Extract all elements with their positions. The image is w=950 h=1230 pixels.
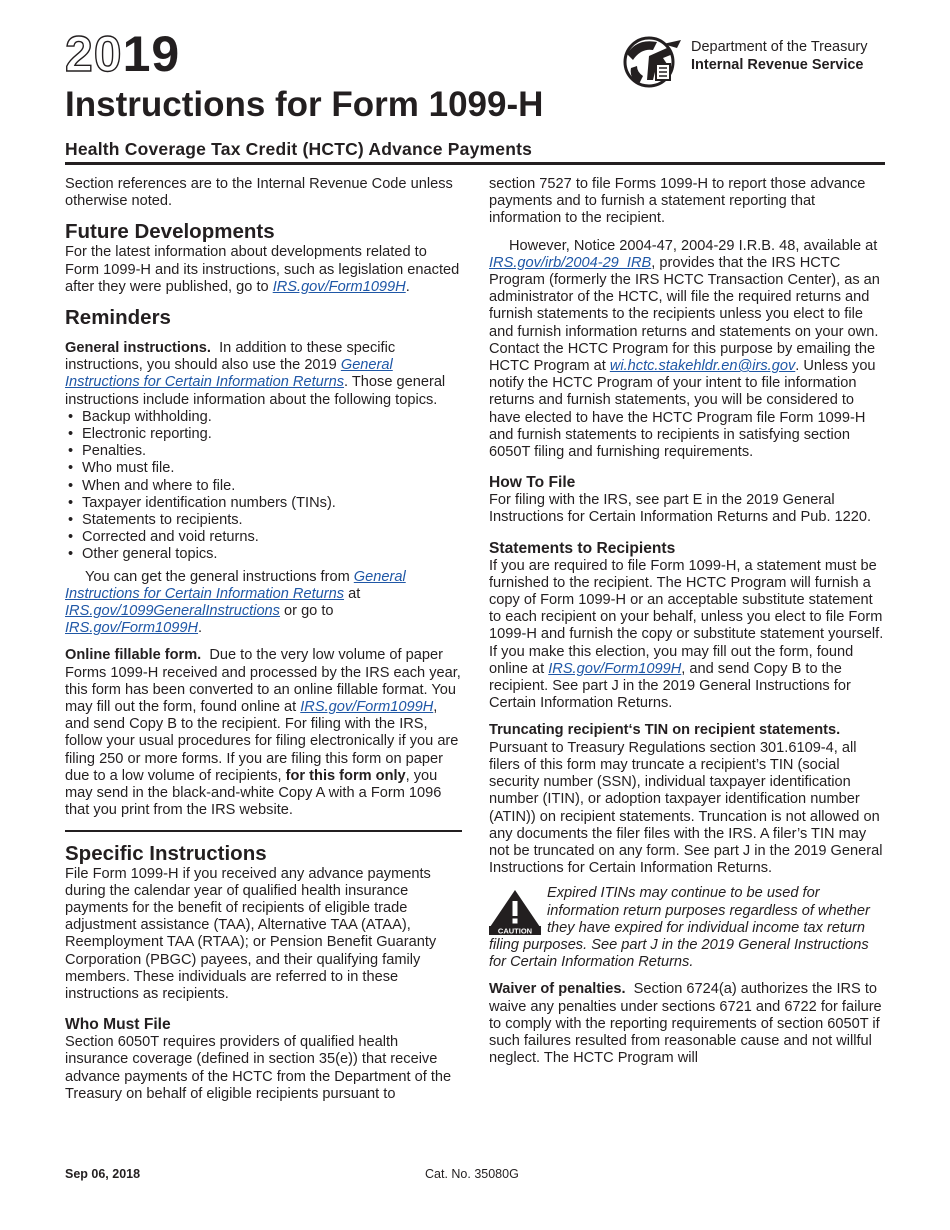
list-item: • When and where to file. [65,478,462,495]
year-solid-digits: 19 [122,26,181,82]
form1099h-link-4[interactable]: IRS.gov/Form1099H [548,660,682,677]
form1099h-link[interactable]: IRS.gov/Form1099H [272,278,406,295]
hctc-email-link[interactable]: wi.hctc.stakehldr.en@irs.gov [609,358,796,375]
general-instructions-paragraph: General instructions. In addition to these specific instructions, you should also use the 2019 General Instructions for Certain Information Returns. Those general instructions include information about the following topics. [65,340,446,408]
caution-icon [489,889,541,935]
truncating-lead: Truncating recipient‘s TIN on recipient statements. [489,722,841,739]
how-to-file-heading: How To File [489,474,576,492]
form1099h-link-2[interactable]: IRS.gov/Form1099H [65,620,199,637]
general-instructions-link[interactable]: General Instructions for Certain Information Returns [65,357,393,391]
agency-irs: Internal Revenue Service [691,57,864,73]
specific-instructions-paragraph: File Form 1099-H if you received any advance payments during the calendar year of qualified health insurance payments for the benefit of recipients of eligible trade adjustment assistance (TAA), Alternative TAA (ATAA), Reemployment TAA (RTAA); or Pension Benefit Guaranty Corporation (PBGC) payees, and their qualifying family members. These individuals are referred to in these instructions as recipients. [65,865,437,1002]
page-title: Instructions for Form 1099-H [65,85,544,124]
catalog-number: Cat. No. 35080G [425,1167,519,1181]
irs-eagle-logo-icon [623,34,685,90]
list-item: • Statements to recipients. [65,512,462,529]
reminders-heading: Reminders [65,306,171,330]
online-fillable-paragraph: Online fillable form. Due to the very low volume of paper Forms 1099-H received and processed by the IRS each year, this form has been converted to an online fillable format. You may fill out the form, found online at IRS.gov/Form1099H, and send Copy B to the recipient. For filing with the IRS, follow your usual procedures for filing electronically if you are filing 250 or more forms. If you are filing this form on paper due to a low volume of recipients, for this form only, you may send in the black-and-white Copy A with a Form 1096 that you print from the IRS website. [65,647,461,819]
caution-paragraph: Expired ITINs may continue to be used for information return purposes regardless of whether they have expired for individual income tax return filing purposes. See part J in the 2019 General Instructions for Certain Information Returns. [489,885,870,971]
list-item: • Backup withholding. [65,409,462,426]
left-column [65,176,462,1103]
list-item: • Penalties. [65,443,462,460]
topics-list [65,409,462,564]
future-developments-heading: Future Developments [65,220,275,244]
waiver-lead: Waiver of penalties. [489,981,626,998]
continued-paragraph: section 7527 to file Forms 1099-H to report those advance payments and to furnish a statement reporting that information to the recipient. [489,176,866,227]
right-column [489,176,886,1067]
section-divider [65,830,462,832]
header-rule [65,162,885,165]
year-outline-digits: 20 [65,26,123,82]
caution-label: CAUTION [497,926,533,936]
form1099h-link-3[interactable]: IRS.gov/Form1099H [300,699,434,716]
get-general-instructions-paragraph: You can get the general instructions from General Instructions for Certain Information Returns at IRS.gov/1099GeneralInstructions or go to IRS.gov/Form1099H. [65,568,406,637]
statements-heading: Statements to Recipients [489,539,676,557]
who-must-file-paragraph: Section 6050T requires providers of qualified health insurance coverage (defined in section 35(e)) that receive advance payments of the HCTC from the Department of the Treasury on behalf of eligible recipients pursuant to [65,1034,452,1102]
page-subtitle: Health Coverage Tax Credit (HCTC) Advance Payments [65,139,533,159]
general-instructions-url-link[interactable]: IRS.gov/1099GeneralInstructions [65,603,280,620]
who-must-file-heading: Who Must File [65,1016,171,1034]
general-instructions-link-2[interactable]: General Instructions for Certain Information Returns [65,568,406,602]
intro-paragraph: Section references are to the Internal Revenue Code unless otherwise noted. [65,176,453,210]
future-developments-paragraph: For the latest information about developments related to Form 1099-H and its instructions, such as legislation enacted after they were published, go to IRS.gov/Form1099H. [65,244,460,295]
waiver-paragraph: Waiver of penalties. Section 6724(a) authorizes the IRS to waive any penalties under sections 6721 and 6722 for failure to comply with the reporting requirements of section 6050T if such failures resulted from reasonable cause and not willful neglect. The HCTC Program will [489,981,882,1067]
list-item: • Other general topics. [65,546,462,563]
irb-link[interactable]: IRS.gov/irb/2004-29_IRB [489,254,652,271]
agency-name [691,38,868,74]
agency-department: Department of the Treasury [691,39,868,55]
revision-date: Sep 06, 2018 [65,1167,141,1181]
online-fillable-lead: Online fillable form. [65,647,202,664]
form-year [65,26,180,82]
notice-paragraph: However, Notice 2004-47, 2004-29 I.R.B. 48, available at IRS.gov/irb/2004-29_IRB, provides that the IRS HCTC Program (formerly the IRS HCTC Transaction Center), as an administrator of the HCTC, will file the required returns and furnish statements to the recipients unless you elect to file and furnish information returns and statements on your own. Contact the HCTC Program for this purpose by emailing the HCTC Program at wi.hctc.stakehldr.en@irs.gov. Unless you notify the HCTC Program of your intent to file information returns and furnish statements, you will be considered to have elected to have the HCTC Program file Form 1099-H and furnish statements to recipients in satisfying section 6050T filing and furnishing requirements. [489,237,880,461]
general-instructions-lead: General instructions. [65,340,211,357]
list-item: • Who must file. [65,460,462,477]
statements-paragraph: If you are required to file Form 1099-H, a statement must be furnished to the recipient. The HCTC Program will furnish a copy of Form 1099-H or an acceptable substitute statement to each recipient on your behalf, unless you elect to file Form 1099-H and furnish the copy or substitute statement yourself. If you make this election, you may fill out the form, found online at IRS.gov/Form1099H, and send Copy B to the recipient. See part J in the 2019 General Instructions for Certain Information Returns. [489,557,884,712]
truncating-paragraph: Truncating recipient‘s TIN on recipient statements. Pursuant to Treasury Regulations section 301.6109-4, all filers of this form may truncate a recipient’s TIN (social security number (SSN), individual taxpayer identification number (ITIN), or adoption taxpayer identification number (ATIN)) on recipient statements. Truncation is not allowed on any documents the filer files with the IRS. A filer’s TIN may not be truncated on any form. See part J in the 2019 General Instructions for Certain Information Returns. [489,722,883,877]
how-to-file-paragraph: For filing with the IRS, see part E in the 2019 General Instructions for Certain Information Returns and Pub. 1220. [489,492,872,526]
list-item: • Corrected and void returns. [65,529,462,546]
caution-note [489,885,886,971]
list-item: • Electronic reporting. [65,426,462,443]
list-item: • Taxpayer identification numbers (TINs). [65,495,462,512]
specific-instructions-heading: Specific Instructions [65,841,267,865]
